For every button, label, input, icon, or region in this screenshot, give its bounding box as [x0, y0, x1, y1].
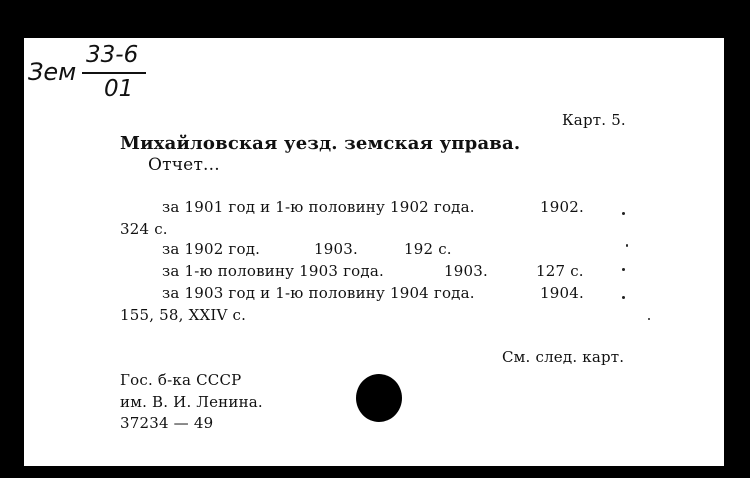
- scan-speck: [622, 268, 625, 271]
- handwritten-numerator: 33-6: [86, 42, 139, 68]
- catalog-card: [24, 38, 724, 466]
- library-line-1: Гос. б-ка СССР: [120, 371, 242, 389]
- heading: Михайловская уезд. земская управа.: [120, 133, 521, 154]
- entry-2-year: 1903.: [314, 240, 358, 258]
- entry-3-year: 1903.: [444, 262, 488, 280]
- entry-3-pages: 127 с.: [536, 262, 584, 280]
- entry-1-text: за 1901 год и 1-ю половину 1902 года.: [162, 198, 475, 216]
- handwritten-fraction-line: [82, 72, 146, 74]
- entry-2-pages: 192 с.: [404, 240, 452, 258]
- handwritten-prefix: Зем: [28, 58, 77, 86]
- handwritten-denominator: 01: [104, 76, 134, 102]
- library-line-2: им. В. И. Ленина.: [120, 393, 263, 411]
- entry-2-text: за 1902 год.: [162, 240, 261, 258]
- entry-4-text: за 1903 год и 1-ю половину 1904 года.: [162, 284, 475, 302]
- entry-1-year: 1902.: [540, 198, 584, 216]
- card-number: Карт. 5.: [562, 111, 626, 129]
- entry-4-pages: 155, 58, XXIV с.: [120, 306, 247, 324]
- scan-speck: [622, 296, 625, 299]
- entry-3-text: за 1-ю половину 1903 года.: [162, 262, 384, 280]
- entry-1-pages: 324 с.: [120, 220, 168, 238]
- scan-speck: [626, 244, 628, 247]
- entry-4-year: 1904.: [540, 284, 584, 302]
- subheading: Отчет...: [148, 155, 220, 175]
- see-next-card: См. след. карт.: [502, 348, 625, 366]
- scan-speck: [622, 212, 625, 215]
- punch-hole: [356, 374, 402, 422]
- library-code: 37234 — 49: [120, 414, 214, 432]
- scan-speck: [648, 318, 650, 320]
